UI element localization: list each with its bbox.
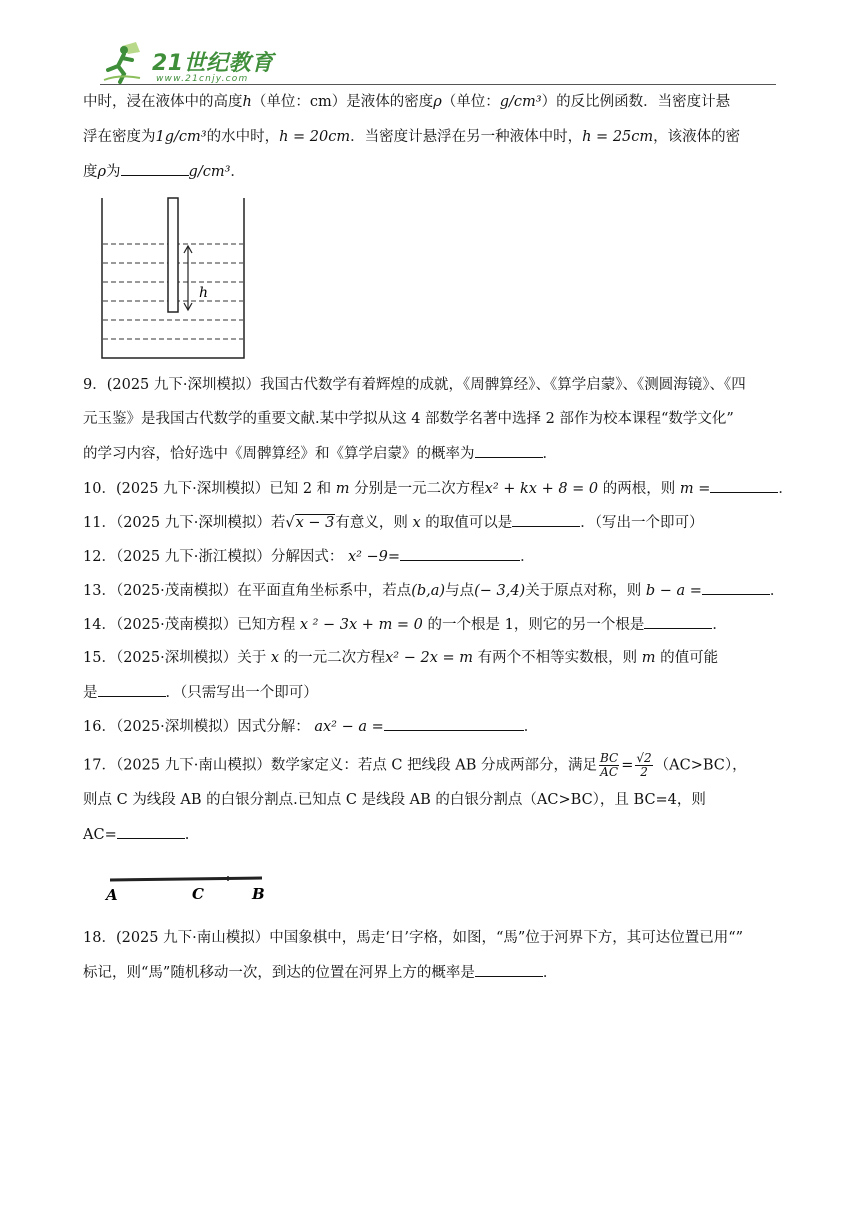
q10-line: 10．(2025 九下·深圳模拟）已知 2 和 m 分别是一元二次方程x² + kx + 8 = 0 的两根，则 m = ． [83,478,793,499]
page-header [100,40,776,86]
q17-line2: 则点 C 为线段 AB 的白银分割点.已知点 C 是线段 AB 的白银分割点（AC>BC），且 BC=4，则 [83,792,706,808]
segment-figure [100,866,280,906]
runner-logo-icon [100,40,150,84]
q18-line2: 标记，则“馬”随机移动一次，到达的位置在河界上方的概率是 ． [83,962,557,983]
q11-line: 11．（2025 九下·深圳模拟）若√x − 3有意义，则 x 的取值可以是 ．（写出一个即可） [83,512,704,533]
answer-blank [644,614,712,629]
logo [100,40,280,86]
q13-line: 13．（2025·茂南模拟）在平面直角坐标系中，若点(b,a)与点(− 3,4)关于原点对称，则 b − a = ． [83,580,784,601]
point-c-label: C [192,885,204,903]
logo-url: www.21cnjy.com [156,74,249,84]
hydrometer-figure [98,194,248,362]
answer-blank [98,682,166,697]
q8-line2: 浮在密度为1g/cm³的水中时，h = 20cm．当密度计悬浮在另一种液体中时，h = 25cm，该液体的密 [83,129,741,145]
q8-line1: 中时，浸在液体中的高度h（单位：cm）是液体的密度ρ（单位：g/cm³）的反比例函数．当密度计悬 [83,94,731,110]
q17-line3: AC= . [83,824,189,845]
q15-line1: 15．（2025·深圳模拟）关于 x 的一元二次方程x² − 2x = m 有两个不相等实数根，则 m 的值可能 [83,650,719,666]
q16-line: 16．（2025·深圳模拟）因式分解： ax² − a = ． [83,716,538,737]
q17-line1: 17．（2025 九下·南山模拟）数学家定义：若点 C 把线段 AB 分成两部分，满足 $\frac{BC}{AC}$ = $\frac{√2}{2}$ （AC>BC）， [83,751,747,779]
answer-blank [475,962,543,977]
q15-line2: 是 ．（只需写出一个即可） [83,682,318,703]
answer-blank [512,512,580,527]
answer-blank [710,478,778,493]
answer-blank [117,824,185,839]
answer-blank [121,161,189,176]
answer-blank [702,580,770,595]
answer-blank [400,546,520,561]
q8-line3: 度ρ为 g/cm³． [83,161,245,182]
fraction-root2-2: $\frac{√2}{2}$ [636,751,652,779]
point-b-label: B [252,885,265,903]
q12-line: 12．（2025 九下·浙江模拟）分解因式： x² −9= ． [83,546,535,567]
q9-line1: 9．(2025 九下·深圳模拟）我国古代数学有着辉煌的成就，《周髀算经》、《算学启蒙》、《测圆海镜》、《四 [83,377,746,393]
fraction-bc-ac: $\frac{BC}{AC}$ [599,751,619,779]
logo-text: 21世纪教育 [152,51,274,76]
q9-line2: 元玉鉴》是我国古代数学的重要文献.某中学拟从这 4 部数学名著中选择 2 部作为校本课程“数学文化” [83,411,734,427]
q9-line3: 的学习内容，恰好选中《周髀算经》和《算学启蒙》的概率为 ． [83,443,557,464]
figure-label-h: h [199,285,209,301]
header-rule [100,84,776,85]
answer-blank [384,716,524,731]
q14-line: 14．（2025·茂南模拟）已知方程 x ² − 3x + m = 0 的一个根是 1，则它的另一个根是 ． [83,614,727,635]
point-a-label: A [106,886,118,904]
answer-blank [475,443,543,458]
q18-line1: 18．(2025 九下·南山模拟）中国象棋中，馬走‘日’字格，如图，“馬”位于河界下方，其可达位置已用“” [83,930,744,946]
